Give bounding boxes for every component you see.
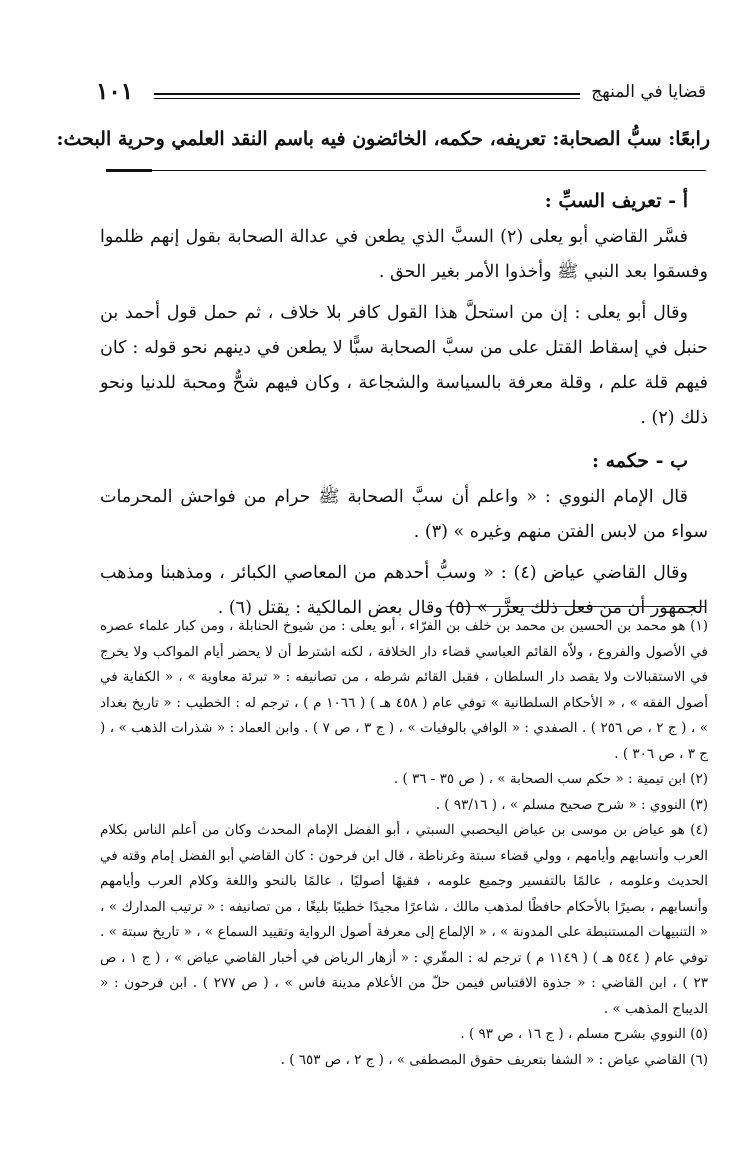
header-rule [154,93,580,99]
running-title: قضايا في المنهج [591,82,706,102]
footnote: (١) هو محمد بن الحسين بن محمد بن خلف بن الفرّاء ، أبو يعلى : من شيوخ الحنابلة ، ومن كبار علماء عصره في الأصول والفروع ، ولاّه القائم العباسي قضاء دار الخلافة ، لكنه اشترط أن لا يحضر أيام المواكب ولا يخرج في الاستقبالات ولا يقصد دار السلطان ، فقبل القائم شرطه ، من تصانيفه : « تبرئة معاوية » ، « الكفاية في أصول الفقه » ، « الأحكام السلطانية » توفي عام ( ٤٥٨ هـ ) ( ١٠٦٦ م ) ، ترجم له : الخطيب : « تاريخ بغداد » ، ( ج ٢ ، ص ٢٥٦ ) . الصفدي : « الوافي بالوفيات » ، ( ج ٣ ، ص ٧ ) . وابن العماد : « شذرات الذهب » ، ( ج ٣ ، ص ٣٠٦ ) . [100,618,708,762]
footnote: (٦) القاضي عياض : « الشفا بتعريف حقوق المصطفى » ، ( ج ٢ ، ص ٦٥٣ ) . [280,1051,708,1068]
paragraph: وقال القاضي عياض (٤) : « وسبُّ أحدهم من المعاصي الكبائر ، ومذهبنا ومذهب الجمهور أن من فعل ذلك يعزَّر » (٥) وقال بعض المالكية : يقتل (٦) . [100,563,708,618]
paragraph: قال الإمام النووي : « واعلم أن سبَّ الصحابة ﷺ حرام من فواحش المحرمات سواء من لابس الفتن منهم وغيره » (٣) . [100,487,708,542]
section-heading: رابعًا: سبُّ الصحابة: تعريفه، حكمه، الخائضون فيه باسم النقد العلمي وحرية البحث: [56,128,710,150]
main-text [100,182,708,632]
footnote: (٢) ابن تيمية : « حكم سب الصحابة » ، ( ص ٣٥ - ٣٦ ) . [393,771,708,787]
footnote-separator [446,606,706,607]
footnotes [100,614,708,1073]
running-header [96,78,706,108]
paragraph: فسَّر القاضي أبو يعلى (٢) السبَّ الذي يطعن في عدالة الصحابة بقول إنهم ظلموا وفسقوا بعد النبي ﷺ وأخذوا الأمر بغير الحق . [100,227,708,282]
paragraph: وقال أبو يعلى : إن من استحلَّ هذا القول كافر بلا خلاف ، ثم حمل قول أحمد بن حنبل في إسقاط القتل على من سبَّ الصحابة سبًّا لا يطعن في دينهم نحو قوله : كان فيهم قلة علم ، وقلة معرفة بالسياسة والشجاعة ، وكان فيهم شحٌّ ومحبة للدنيا ونحو ذلك (٢) . [100,303,708,428]
footnote: (٥) النووي بشرح مسلم ، ( ج ١٦ ، ص ٩٣ ) . [460,1026,708,1042]
footnote: (٤) هو عياض بن موسى بن عياض اليحصبي السبتي ، أبو الفضل الإمام المحدث وكان من أعلم الناس بكلام العرب وأنسابهم وأيامهم ، وولي قضاء سبتة وغرناطة ، قال ابن فرحون : كان القاضي أبو الفضل إمام وقته في الحديث وعلومه ، عالمًا بالتفسير وجميع علومه ، فقيهًا أصوليًا ، عالمًا بالنحو واللغة وكلام العرب وأيامهم وأنسابهم ، بصيرًا بالأحكام حافظًا لمذهب مالك ، شاعرًا مجيدًا خطيبًا بليغًا ، من تصانيفه : « ترتيب المدارك » ، « التنبيهات المستنبطة على المدونة » ، « الإلماع إلى معرفة أصول الرواية وتقييد السماع » ، « تاريخ سبتة » . توفي عام ( ٥٤٤ هـ ) ( ١١٤٩ م ) ترجم له : المقّري : « أزهار الرياض في أخبار القاضي عياض » ، ( ج ١ ، ص ٢٣ ) ، ابن القاضي : « جذوة الاقتباس فيمن حلّ من الأعلام مدينة فاس » ، ( ص ٢٧٧ ) . ابن فرحون : « الديباج المذهب » . [100,822,709,1017]
footnote: (٣) النووي : « شرح صحيح مسلم » ، ( ٩٣/١٦ ) . [435,796,708,813]
subheading-definition: أ - تعريف السبِّ : [544,190,688,212]
page-number: ١٠١ [96,78,134,105]
heading-rule-accent [106,169,152,172]
heading-rule [106,170,706,171]
subheading-ruling: ب - حكمه : [591,450,688,472]
